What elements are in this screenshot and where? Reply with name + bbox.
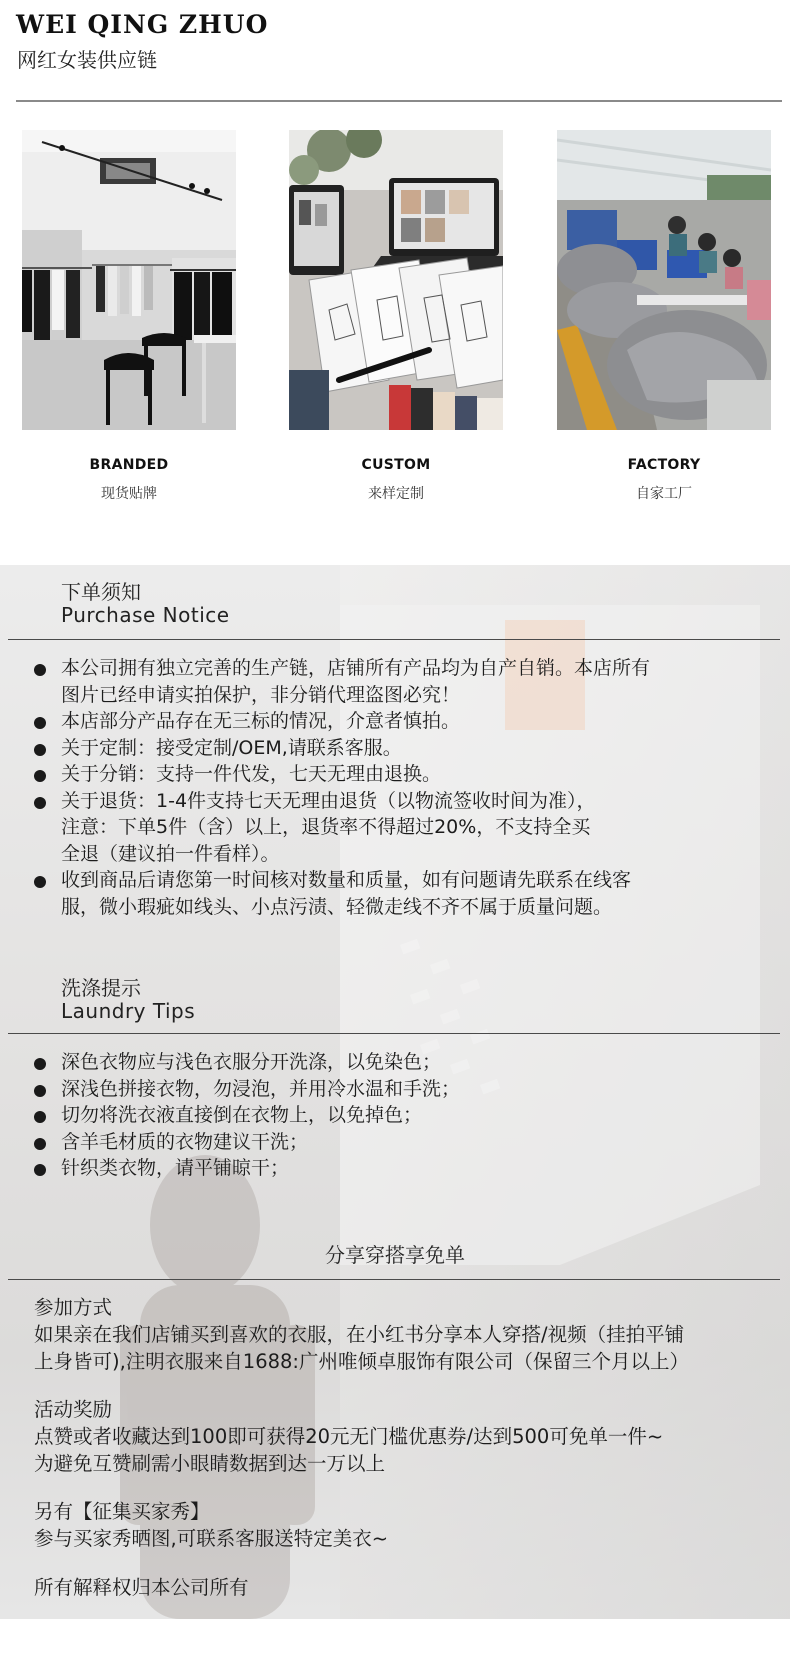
feature-subtitle-factory: 自家工厂 [636,486,692,502]
bullet-icon [34,770,46,782]
feature-subtitle-custom: 来样定制 [368,486,424,502]
design-sketch-photo [289,130,503,430]
join-method-line: 如果亲在我们店铺买到喜欢的衣服，在小红书分享本人穿搭/视频（挂拍平铺 [34,1323,685,1346]
bullet-icon [34,1138,46,1150]
bullet-icon [34,876,46,888]
bullet-icon [34,1164,46,1176]
feature-title-branded: BRANDED [89,457,169,473]
bullet-icon [34,1058,46,1070]
bullet-icon [34,1085,46,1097]
laundry-tips-title-cn: 洗涤提示 [61,976,141,1000]
share-divider [8,1279,780,1280]
notice-panel: 下单须知 Purchase Notice 本公司拥有独立完善的生产链，店铺所有产品均为自产自销。本店所有 图片已经申请实拍保护，非分销代理盗图必究！ 本店部分产品存在无三标的情况，介意者慎拍。 关于定制：接受定制/OEM,请联系客服。 关于分销：支持一件代发，七天无理由退换。 关于退货：1-4件支持七天无理由退货（以物流签收时间为准）， 注意：下单5件（含）以上，退货率不得超过20%，不支持全买 全退（建议拍一件看样）。 收到商品后请您第一时间核对数量和质量，如有问题请先联系在线客 服，微小瑕疵如线头、小点污渍、轻微走线不齐不属于质量问题。 洗涤提示 Laundry Tips 深色衣物应与浅色衣服分开洗涤，以免染色； 深浅色拼接衣物，勿浸泡，并用冷水温和手洗； 切勿将洗衣液直接倒在衣物上，以免掉色； 含羊毛材质的衣物建议干洗； 针织类衣物，请平铺晾干； 分享穿搭享免单 参加方式 如果亲在我们店铺买到喜欢的衣服，在小红书分享本人穿搭/视频（挂拍平铺 上身皆可),注明衣服来自1688:广州唯倾卓服饰有限公司（保留三个月以上） 活动奖励 点赞或者收藏达到100即可获得20元无门槛优惠券/达到500可免单一件~ 为避免互赞刷需小眼睛数据到达一万以上 另有【征集买家秀】 参与买家秀晒图,可联系客服送特定美衣~ 所有解释权归本公司所有 [0,565,790,1619]
brand-subtitle: 网红女装供应链 [17,48,157,72]
rights-footer: 所有解释权归本公司所有 [34,1576,249,1599]
share-promo-title: 分享穿搭享免单 [325,1243,465,1267]
bullet-icon [34,664,46,676]
laundry-tips-title-en: Laundry Tips [61,999,196,1023]
buyer-show-line: 参与买家秀晒图,可联系客服送特定美衣~ [34,1527,389,1550]
bullet-icon [34,717,46,729]
feature-subtitle-branded: 现货贴牌 [101,486,157,502]
brand-name: WEI QING ZHUO [16,10,269,39]
feature-title-factory: FACTORY [627,457,701,473]
factory-floor-photo [557,130,771,430]
join-method-title: 参加方式 [34,1296,113,1319]
purchase-notice-divider [8,639,780,640]
purchase-notice-title-en: Purchase Notice [61,603,230,627]
laundry-tips-divider [8,1033,780,1034]
reward-title: 活动奖励 [34,1398,113,1421]
join-method-line: 上身皆可),注明衣服来自1688:广州唯倾卓服饰有限公司（保留三个月以上） [34,1350,690,1373]
bullet-icon [34,1111,46,1123]
bullet-icon [34,744,46,756]
purchase-notice-title-cn: 下单须知 [61,580,141,604]
buyer-show-title: 另有【征集买家秀】 [34,1500,210,1523]
reward-line: 为避免互赞刷需小眼睛数据到达一万以上 [34,1452,386,1475]
feature-title-custom: CUSTOM [361,457,431,473]
showroom-photo [22,130,236,430]
reward-line: 点赞或者收藏达到100即可获得20元无门槛优惠券/达到500可免单一件~ [34,1425,664,1448]
header-divider [16,100,782,102]
bullet-icon [34,797,46,809]
